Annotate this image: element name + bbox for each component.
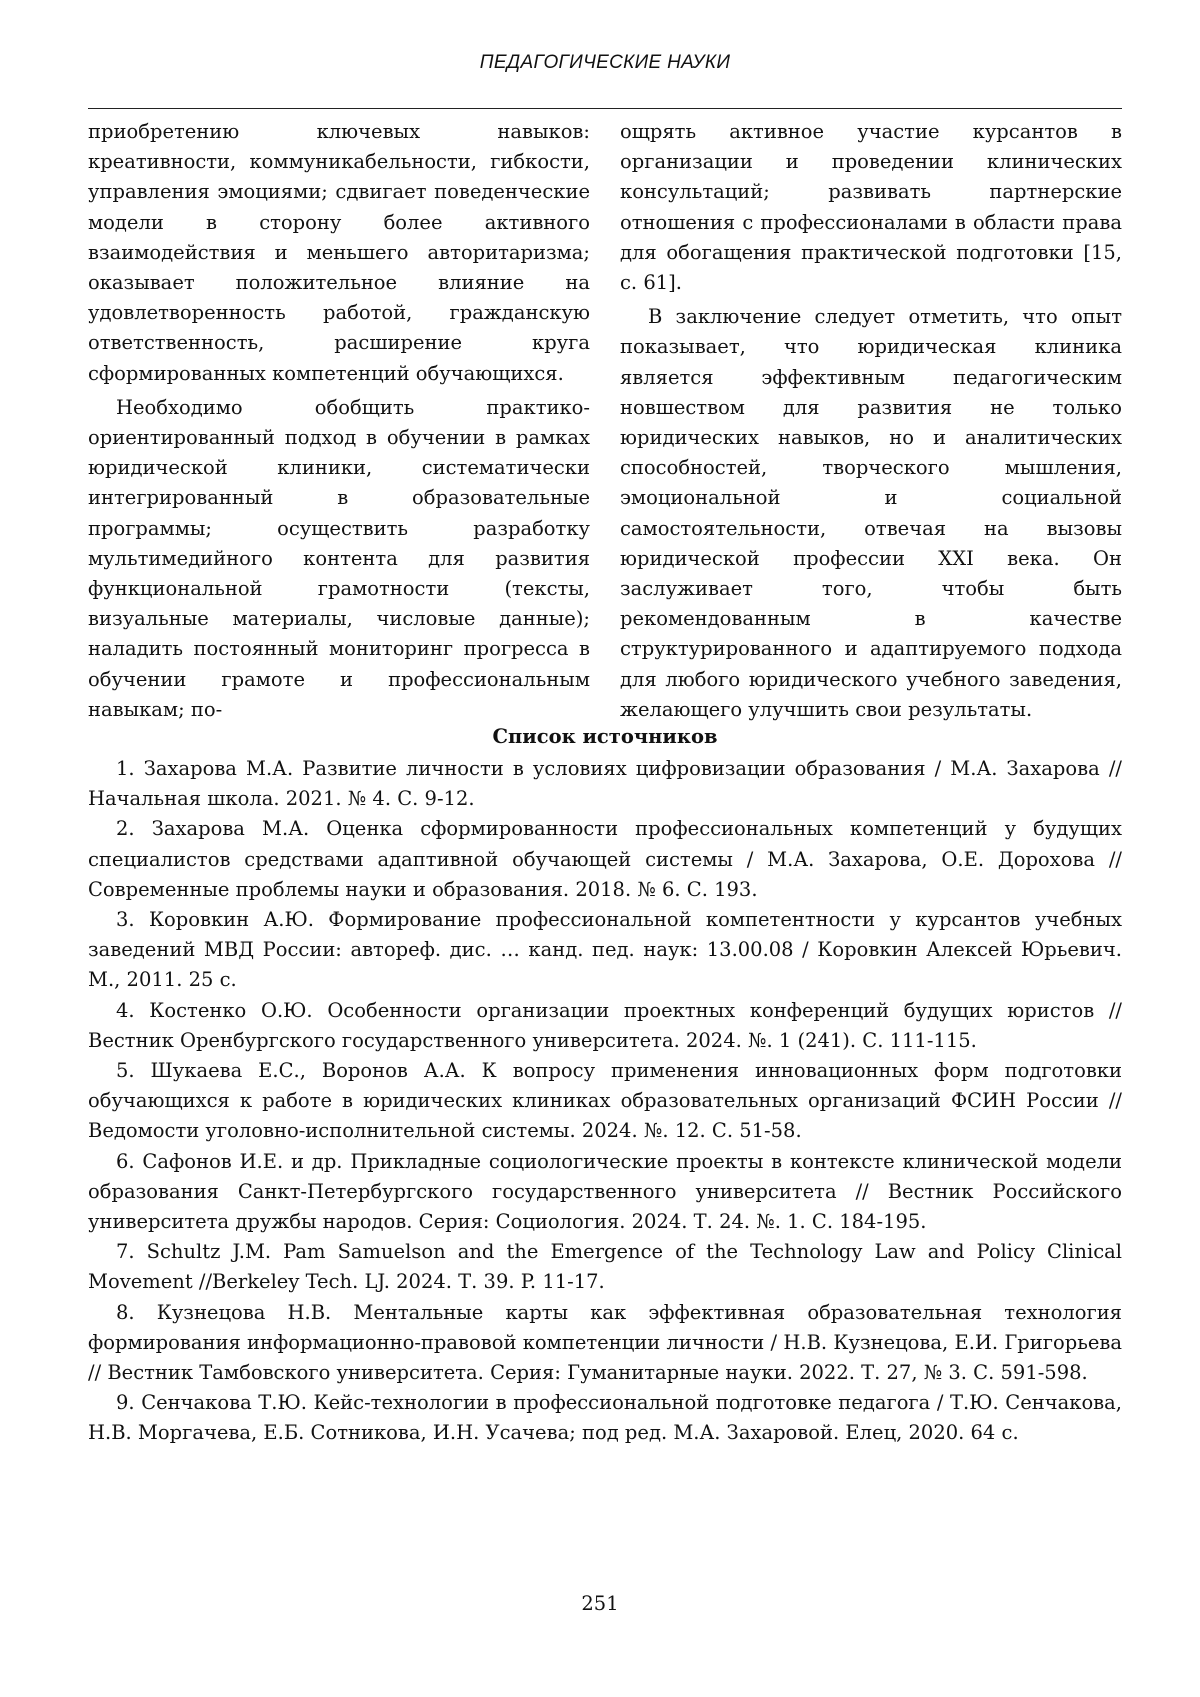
references-section: [88, 722, 1122, 1449]
right-paragraph-1: ощрять активное участие курсантов в организации и проведении клинических консультаций; развивать партнерские отношения с профессионалами в области права для обогащения практической подготовки [15, с. 61].: [620, 120, 1122, 295]
reference-item-9: 9. Сенчакова Т.Ю. Кейс-технологии в профессиональной подготовке педагога / Т.Ю. Сенчакова, Н.В. Моргачева, Е.Б. Сотникова, И.Н. Усачева; под ред. М.А. Захаровой. Елец, 2020. 64 с.: [88, 1391, 1122, 1445]
reference-item-5: 5. Шукаева Е.С., Воронов А.А. К вопросу применения инновационных форм подготовки обучающихся к работе в юридических клиниках образовательных организаций ФСИН России // Ведомости уголовно-исполнительной системы. 2024. №. 12. С. 51-58.: [88, 1059, 1122, 1143]
reference-item-8: 8. Кузнецова Н.В. Ментальные карты как эффективная образовательная технология формирования информационно-правовой компетенции личности / Н.В. Кузнецова, Е.И. Григорьева // Вестник Тамбовского университета. Серия: Гуманитарные науки. 2022. Т. 27, № 3. С. 591-598.: [88, 1300, 1122, 1385]
reference-item-6: 6. Сафонов И.Е. и др. Прикладные социологические проекты в контексте клинической модели образования Санкт-Петербургского государственного университета // Вестник Российского университета дружбы народов. Серия: Социология. 2024. Т. 24. №. 1. С. 184-195.: [88, 1149, 1122, 1234]
reference-item-7: 7. Schultz J.M. Pam Samuelson and the Emergence of the Technology Law and Policy Clinical Movement //Berkeley Tech. LJ. 2024. Т. 39. P. 11-17.: [88, 1240, 1122, 1294]
running-title: ПЕДАГОГИЧЕСКИЕ НАУКИ: [479, 52, 731, 73]
reference-item-1: 1. Захарова М.А. Развитие личности в условиях цифровизации образования / М.А. Захарова // Начальная школа. 2021. № 4. С. 9-12.: [88, 757, 1122, 811]
body-columns: [88, 117, 1122, 725]
page-number: 251: [581, 1592, 619, 1615]
left-paragraph-2: Необходимо обобщить практико-ориентированный подход в обучении в рамках юридической клиники, систематически интегрированный в образовательные программы; осуществить разработку мультимедийного контента для развития функциональной грамотности (тексты, визуальные материалы, числовые данные); наладить постоянный мониторинг прогресса в обучении грамоте и профессиональным навыкам; по-: [88, 395, 590, 721]
left-column: [88, 117, 590, 725]
header-divider: [88, 108, 1122, 109]
right-column: [620, 117, 1122, 725]
reference-item-3: 3. Коровкин А.Ю. Формирование профессиональной компетентности у курсантов учебных заведений МВД России: автореф. дис. … канд. пед. наук: 13.00.08 / Коровкин Алексей Юрьевич. М., 2011. 25 с.: [88, 908, 1122, 992]
reference-item-4: 4. Костенко О.Ю. Особенности организации проектных конференций будущих юристов // Вестник Оренбургского государственного университета. 2024. №. 1 (241). С. 111-115.: [88, 998, 1122, 1052]
reference-item-2: 2. Захарова М.А. Оценка сформированности профессиональных компетенций у будущих специалистов средствами адаптивной обучающей системы / М.А. Захарова, О.Е. Дорохова // Современные проблемы науки и образования. 2018. № 6. С. 193.: [88, 817, 1122, 901]
right-paragraph-2: В заключение следует отметить, что опыт показывает, что юридическая клиника является эффективным педагогическим новшеством для развития не только юридических навыков, но и аналитических способностей, творческого мышления, эмоциональной и социальной самостоятельности, отвечая на вызовы юридической профессии XXI века. Он заслуживает того, чтобы быть рекомендованным в качестве структурированного и адаптируемого подхода для любого юридического учебного заведения, желающего улучшить свои результаты.: [620, 305, 1122, 721]
references-heading: Список источников: [492, 725, 718, 748]
left-paragraph-1: приобретению ключевых навыков: креативности, коммуникабельности, гибкости, управления эмоциями; сдвигает поведенческие модели в сторону более активного взаимодействия и меньшего авторитаризма; оказывает положительное влияние на удовлетворенность работой, гражданскую ответственность, расширение круга сформированных компетенций обучающихся.: [88, 120, 590, 385]
